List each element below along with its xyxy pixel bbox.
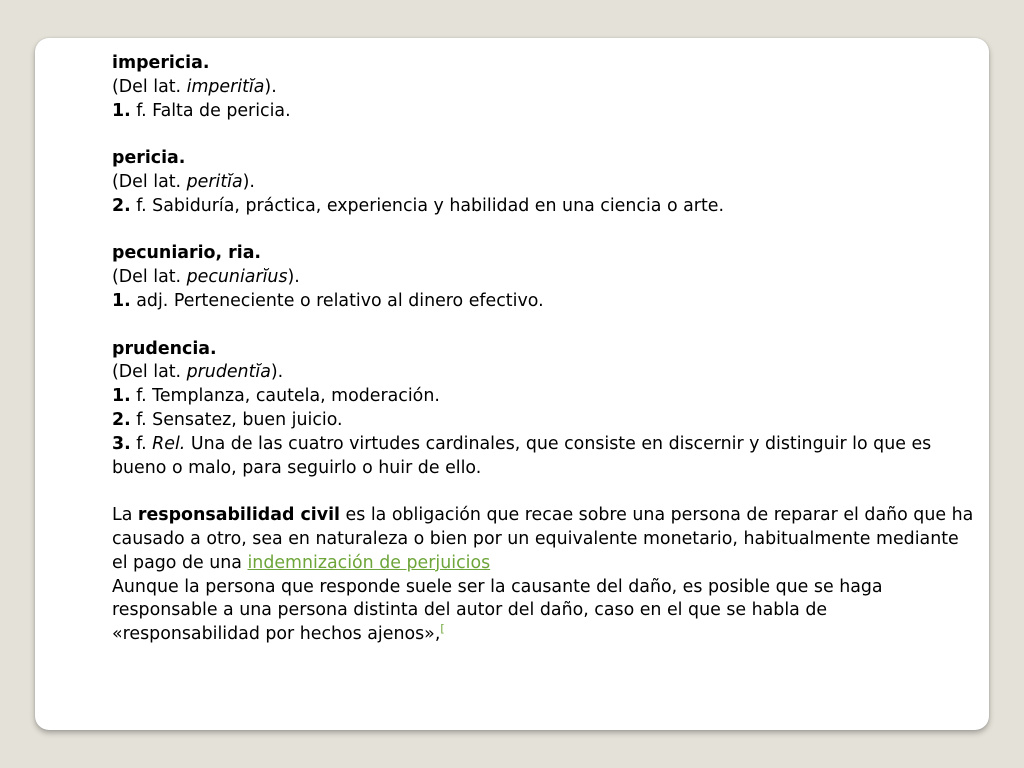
etymology-suffix: ). — [242, 171, 255, 192]
sense-number: 3. — [112, 433, 131, 454]
dictionary-entry-impericia — [112, 52, 978, 123]
sense-text: f. Sensatez, buen juicio. — [130, 409, 343, 430]
etymology-suffix: ). — [287, 267, 300, 288]
etymology — [112, 361, 978, 385]
reference-link[interactable]: [ — [440, 622, 445, 636]
etymology-word: prudentĭa — [186, 362, 271, 383]
sense-text: f. Falta de pericia. — [130, 100, 291, 121]
paragraph-second — [112, 576, 978, 647]
etymology-prefix: (Del lat. — [112, 171, 187, 192]
etymology-word: pecuniarĭus — [186, 267, 288, 288]
slide-card — [35, 38, 989, 730]
sense-number: 1. — [112, 290, 131, 311]
sense-number: 1. — [112, 386, 131, 407]
sense — [112, 385, 978, 409]
sense-number: 2. — [112, 195, 131, 216]
sense-text: adj. Perteneciente o relativo al dinero efectivo. — [130, 290, 544, 311]
etymology — [112, 171, 978, 195]
headword — [112, 52, 978, 76]
indemnizacion-link[interactable]: indemnización de perjuicios — [247, 552, 491, 573]
etymology-prefix: (Del lat. — [112, 76, 187, 97]
sense-text: Una de las cuatro virtudes cardinales, que consiste en discernir y distinguir lo que es bueno o malo, para seguirlo o huir de ello. — [112, 433, 932, 478]
sense — [112, 195, 978, 219]
sense — [112, 290, 978, 314]
sense — [112, 433, 978, 481]
paragraph-body-2: Aunque la persona que responde suele ser la causante del daño, es posible que se haga responsable a una persona distinta del autor del daño, caso en el que se habla de «responsabilidad por hechos ajenos», — [112, 576, 883, 645]
dictionary-entry-pecuniario — [112, 242, 978, 313]
definition-paragraph — [112, 504, 978, 647]
headword-text: prudencia. — [112, 338, 217, 359]
sense-number: 2. — [112, 409, 131, 430]
dictionary-entry-pericia — [112, 147, 978, 218]
headword — [112, 242, 978, 266]
sense-text: f. Templanza, cautela, moderación. — [130, 386, 440, 407]
paragraph-first — [112, 504, 978, 575]
etymology-prefix: (Del lat. — [112, 267, 187, 288]
sense-number: 1. — [112, 100, 131, 121]
headword-text: pericia. — [112, 148, 186, 169]
document-body — [112, 52, 978, 647]
defined-term: responsabilidad civil — [137, 505, 341, 526]
headword-text: impericia. — [112, 53, 210, 73]
headword-text: pecuniario, ria. — [112, 243, 262, 264]
sense-category: f. — [130, 433, 153, 454]
etymology-word: peritĭa — [186, 171, 243, 192]
etymology-suffix: ). — [264, 76, 277, 97]
headword — [112, 147, 978, 171]
etymology-suffix: ). — [270, 362, 284, 383]
etymology — [112, 76, 978, 100]
dictionary-entry-prudencia — [112, 338, 978, 481]
paragraph-body: es la obligación que recae sobre una persona de reparar el daño que ha causado a otro, sea en naturaleza o bien por un equivalente monetario, habitualmente mediante el pago de una — [112, 505, 974, 573]
etymology — [112, 266, 978, 290]
sense — [112, 409, 978, 433]
etymology-prefix: (Del lat. — [112, 362, 187, 383]
sense — [112, 100, 978, 124]
sense-domain-abbr: Rel. — [152, 433, 186, 454]
paragraph-intro: La — [112, 505, 138, 526]
etymology-word: imperitĭa — [186, 76, 265, 97]
headword — [112, 338, 978, 362]
sense-text: f. Sabiduría, práctica, experiencia y habilidad en una ciencia o arte. — [130, 195, 725, 216]
